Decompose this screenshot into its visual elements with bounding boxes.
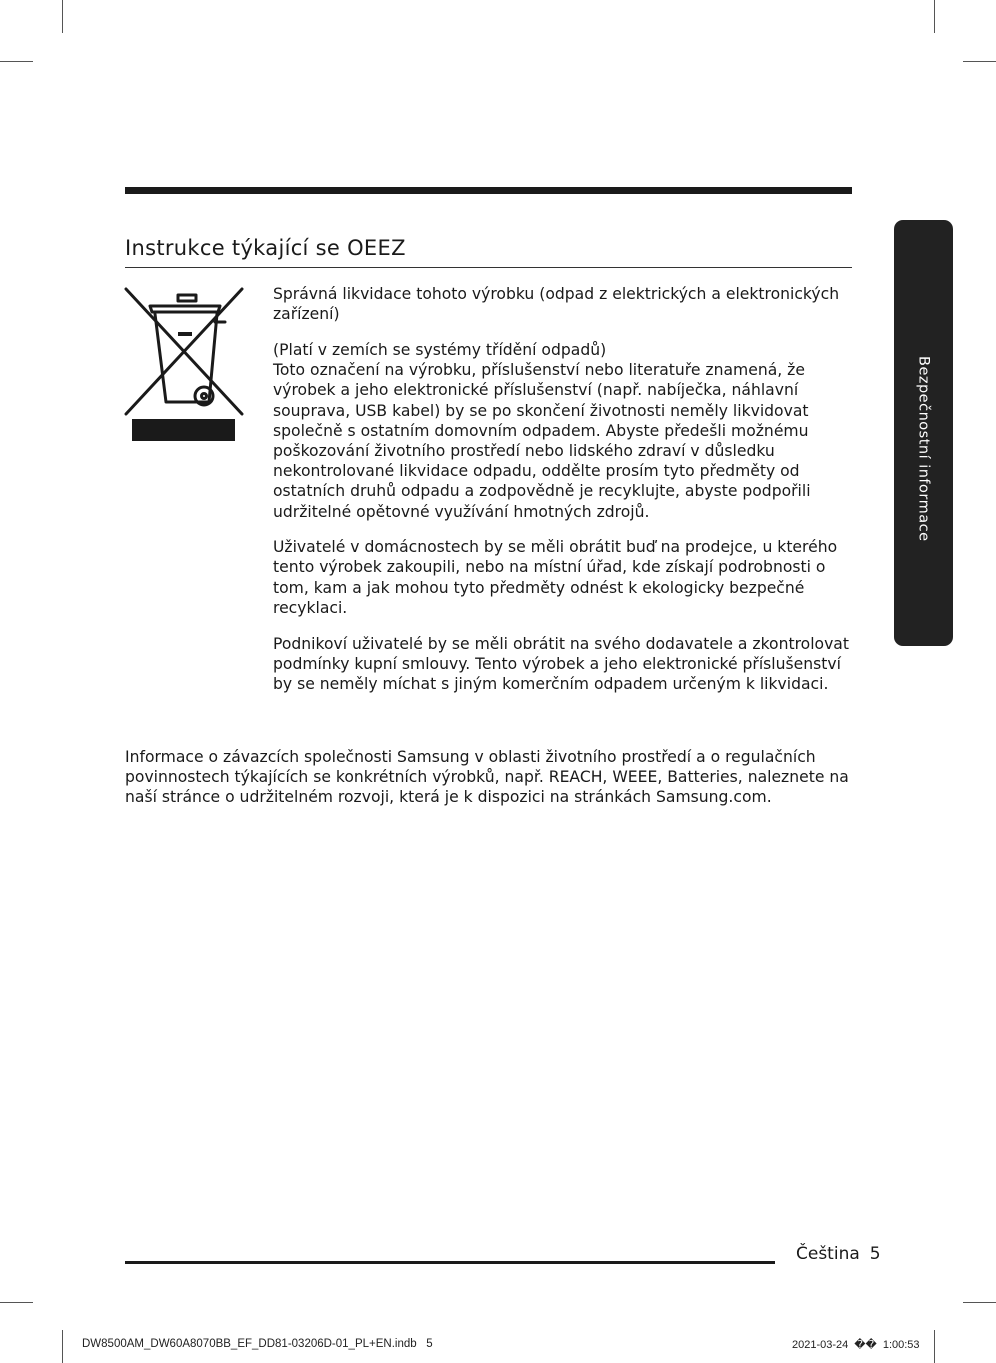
paragraph-heading: Správná likvidace tohoto výrobku (odpad z elektrických a elektronických zařízení) [273,285,840,324]
slug-date: 2021-03-24 [792,1339,849,1351]
crop-mark [62,1330,63,1363]
slug-glyphs: �� [854,1339,877,1351]
slug-filename: DW8500AM_DW60A8070BB_EF_DD81-03206D-01_PL+EN.indb 5 [82,1338,433,1350]
section-title: Instrukce týkající se OEEZ [125,236,406,260]
weee-instructions [273,284,853,710]
bottom-rule [125,1261,775,1264]
title-rule [125,267,852,268]
crop-mark [0,61,33,62]
slug-time: 1:00:53 [882,1339,920,1351]
crop-mark [934,1330,935,1363]
side-tab [894,220,953,646]
crop-mark [963,1302,996,1303]
page-number: 5 [869,1244,881,1264]
page-footer [796,1244,881,1264]
side-tab-label: Bezpečnostní informace [915,356,932,542]
crop-mark [62,0,63,33]
paragraph-business-users: Podnikoví uživatelé by se měli obrátit na svého dodavatele a zkontrolovat podmínky kupní smlouvy. Tento výrobek a jeho elektronické příslušenství by se neměly míchat s jiným komerčním odpadem určeným k likvidaci. [273,634,849,693]
top-rule [125,187,852,194]
paragraph-home-users: Uživatelé v domácnostech by se měli obrátit buď na prodejce, u kterého tento výrobek zakoupili, nebo na místní úřad, kde získají podrobnosti o tom, kam a jak mohou tyto předměty odnést k ekologicky bezpečné recyklaci. [273,538,838,617]
samsung-environment-note: Informace o závazcích společnosti Samsung v oblasti životního prostředí a o regulačních povinnostech týkajících se konkrétních výrobků, např. REACH, WEEE, Batteries, naleznete na naší stránce o udržitelném rozvoji, která je k dispozici na stránkách Samsung.com. [125,748,849,807]
crop-mark [934,0,935,33]
slug-timestamp [792,1338,920,1351]
language-label: Čeština [796,1244,860,1264]
weee-bin-icon [124,286,246,444]
paragraph-household-waste: (Platí v zemích se systémy třídění odpadů) Toto označení na výrobku, příslušenství nebo literatuře znamená, že výrobek a jeho elektronické příslušenství (např. nabíječka, náhlavní souprava, USB kabel) by se po skončení životnosti neměly likvidovat společně s ostatním domovním odpadem. Abyste předešli možnému poškozování životního prostředí nebo lidského zdraví v důsledku nekontrolované likvidace odpadu, oddělte prosím tyto předměty od ostatních druhů odpadu a zodpovědně je recyklujte, abyste podpořili udržitelné opětovné využívání hmotných zdrojů. [273,340,811,521]
crop-mark [963,61,996,62]
crop-mark [0,1302,33,1303]
